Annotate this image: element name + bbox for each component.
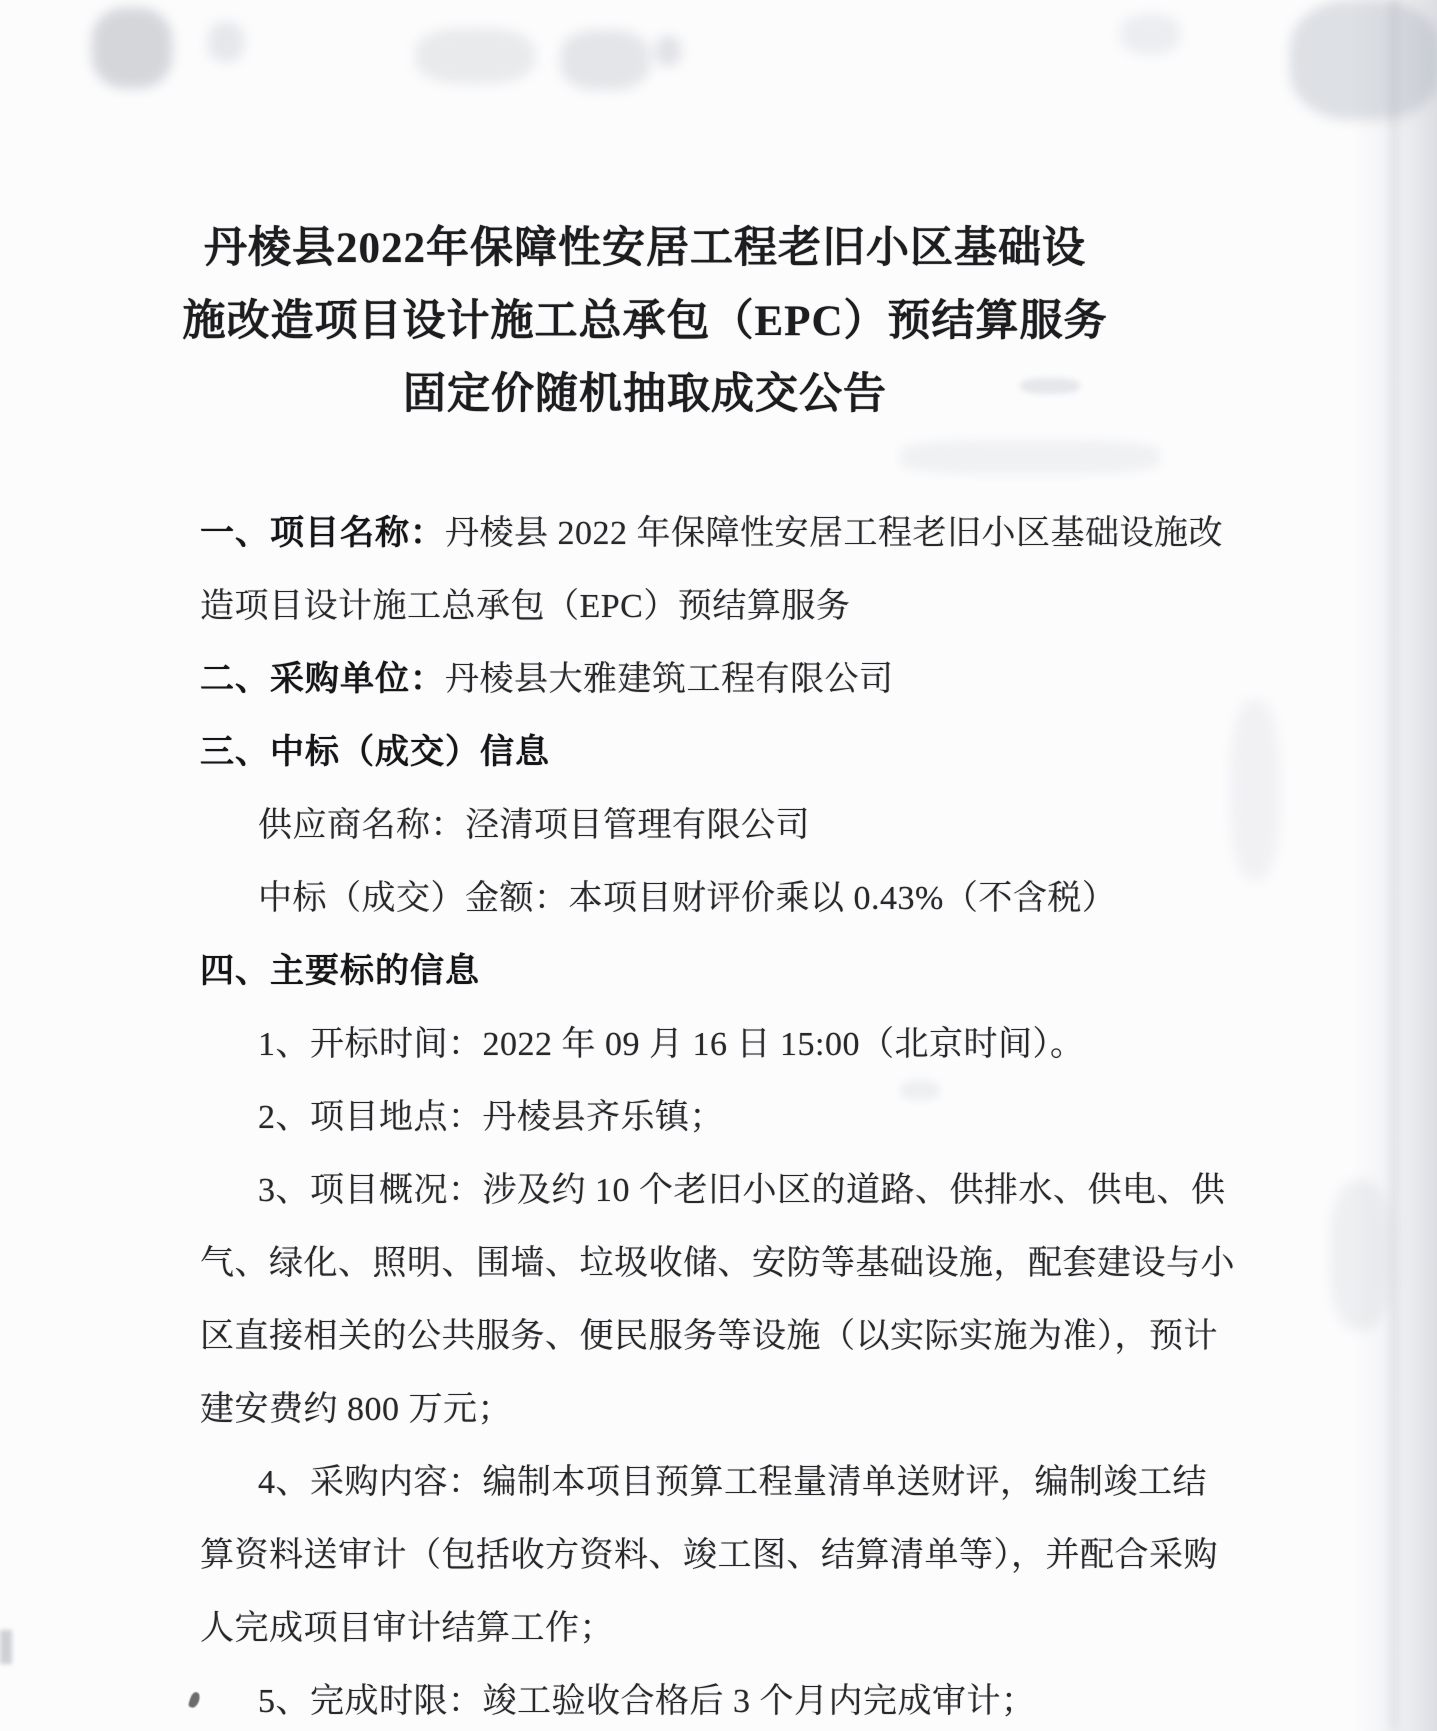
paragraph-bid-opening-time [258,1008,1084,1081]
heading-award-info [200,716,550,789]
title-line-2: 施改造项目设计施工总承包（EPC）预结算服务 [182,298,1108,345]
paragraph-text: 建安费约 800 万元； [200,1391,512,1428]
paragraph-text: 算资料送审计（包括收方资料、竣工图、结算清单等），并配合采购 [200,1537,1218,1574]
paragraph-procurement-content [258,1446,1207,1519]
paragraph-text: 1、开标时间：2022 年 09 月 16 日 15:00（北京时间）。 [258,1026,1085,1063]
paragraph-text: 区直接相关的公共服务、便民服务等设施（以实际实施为准），预计 [200,1318,1218,1355]
paragraph-procurement-cont-2 [200,1592,614,1665]
section-label: 一、项目名称： [200,514,445,552]
paragraph-overview-cont-3 [200,1373,512,1446]
paragraph-text: 4、采购内容：编制本项目预算工程量清单送财评，编制竣工结 [258,1464,1207,1501]
paragraph-supplier-name [258,789,810,862]
paragraph-project-name [200,497,1223,570]
paragraph-text: 丹棱县 2022 年保障性安居工程老旧小区基础设施改 [445,515,1223,552]
paragraph-text: 5、完成时限：竣工验收合格后 3 个月内完成审计； [258,1683,1036,1720]
paragraph-project-name-cont [200,570,850,643]
paragraph-text: 2、项目地点：丹棱县齐乐镇； [258,1099,724,1136]
paragraph-text: 造项目设计施工总承包（EPC）预结算服务 [200,588,851,625]
section-label: 四、主要标的信息 [200,952,480,990]
paragraph-completion-deadline [258,1665,1036,1731]
paragraph-text: 中标（成交）金额：本项目财评价乘以 0.43%（不含税） [258,880,1117,917]
paragraph-project-location [258,1081,724,1154]
paragraph-text: 人完成项目审计结算工作； [200,1610,614,1647]
paragraph-overview-cont-1 [200,1227,1235,1300]
paragraph-purchaser [200,643,894,716]
paragraph-text: 丹棱县大雅建筑工程有限公司 [445,661,894,698]
paragraph-procurement-cont-1 [200,1519,1218,1592]
section-label: 二、采购单位： [200,660,445,698]
title-line-3: 固定价随机抽取成交公告 [403,371,887,418]
title-line-1: 丹棱县2022年保障性安居工程老旧小区基础设 [204,225,1086,272]
heading-subject-info [200,935,480,1008]
section-label: 三、中标（成交）信息 [200,733,550,771]
paragraph-text: 供应商名称：泾清项目管理有限公司 [258,807,810,844]
paragraph-overview-cont-2 [200,1300,1218,1373]
paragraph-project-overview [258,1154,1226,1227]
paragraph-text: 气、绿化、照明、围墙、垃圾收储、安防等基础设施，配套建设与小 [200,1245,1235,1282]
paragraph-text: 3、项目概况：涉及约 10 个老旧小区的道路、供排水、供电、供 [258,1172,1226,1209]
paragraph-award-amount [258,862,1116,935]
